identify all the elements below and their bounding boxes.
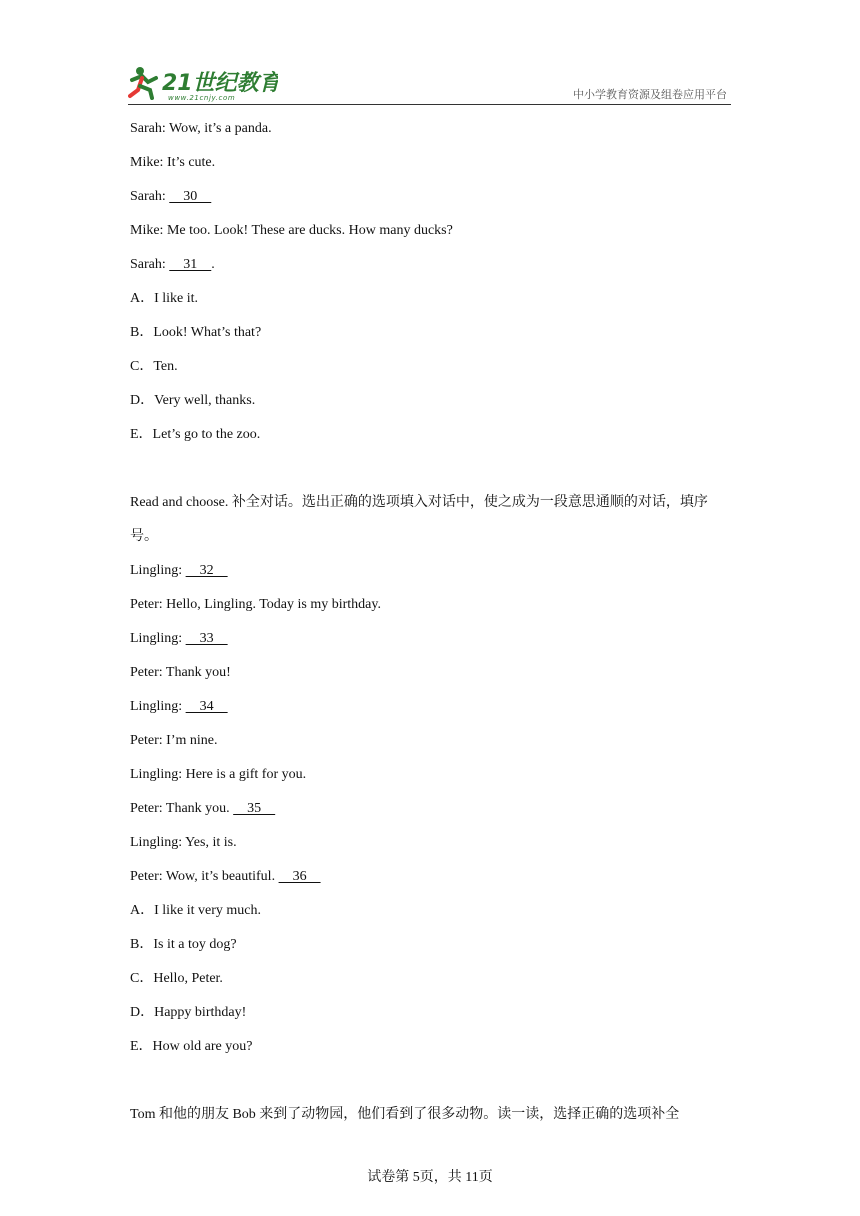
text-line (130, 214, 734, 248)
text-line (130, 996, 734, 1030)
text-line (130, 724, 734, 758)
line-text: Peter: Wow, it’s beautiful. (130, 869, 279, 884)
line-text: Mike: Me too. Look! These are ducks. How many ducks? (130, 223, 453, 238)
paragraph-gap (130, 1064, 734, 1098)
text-line (130, 1098, 734, 1132)
text-line (130, 112, 734, 146)
paragraph-gap (130, 452, 734, 486)
line-text: D．Happy birthday! (130, 1005, 247, 1020)
text-line (130, 758, 734, 792)
line-text: C．Ten. (130, 359, 178, 374)
line-text: C．Hello, Peter. (130, 971, 223, 986)
line-text: Peter: I’m nine. (130, 733, 218, 748)
dialogue-line-with-blank (130, 248, 734, 282)
line-text: Lingling: (130, 699, 186, 714)
text-line (130, 486, 734, 554)
line-text: Read and choose. 补全对话。选出正确的选项填入对话中，使之成为一段意思通顺的对话，填序号。 (130, 495, 708, 544)
line-text: Sarah: (130, 257, 170, 272)
answer-blank[interactable]: 30 (169, 189, 212, 204)
text-line (130, 962, 734, 996)
document-body (130, 112, 734, 1132)
text-line (130, 146, 734, 180)
line-text: Lingling: (130, 563, 186, 578)
line-punctuation: . (211, 257, 215, 272)
line-text: E．How old are you? (130, 1039, 253, 1054)
text-line (130, 350, 734, 384)
text-line (130, 418, 734, 452)
logo-tagline: www.21cnjy.com (168, 94, 236, 102)
answer-blank[interactable]: 32 (185, 563, 228, 578)
answer-blank[interactable]: 35 (233, 801, 276, 816)
line-text: A．I like it. (130, 291, 199, 306)
line-text: Tom 和他的朋友 Bob 来到了动物园，他们看到了很多动物。读一读，选择正确的选项补全 (130, 1107, 680, 1122)
text-line (130, 826, 734, 860)
line-text: D．Very well, thanks. (130, 393, 256, 408)
line-text: E．Let’s go to the zoo. (130, 427, 261, 442)
answer-blank[interactable]: 36 (278, 869, 321, 884)
header-platform-name: 中小学教育资源及组卷应用平台 (573, 88, 727, 101)
line-text: Peter: Hello, Lingling. Today is my birthday. (130, 597, 381, 612)
page-header (128, 58, 731, 105)
dialogue-line-with-blank (130, 622, 734, 656)
dialogue-line-with-blank (130, 792, 734, 826)
answer-blank[interactable]: 33 (185, 631, 228, 646)
dialogue-line-with-blank (130, 690, 734, 724)
answer-blank[interactable]: 34 (185, 699, 228, 714)
answer-blank[interactable]: 31 (169, 257, 212, 272)
text-line (130, 588, 734, 622)
line-text: Lingling: (130, 631, 186, 646)
line-text: Mike: It’s cute. (130, 155, 216, 170)
text-line (130, 384, 734, 418)
text-line (130, 316, 734, 350)
text-line (130, 894, 734, 928)
site-logo (128, 64, 278, 102)
text-line (130, 656, 734, 690)
dialogue-line-with-blank (130, 554, 734, 588)
line-text: A．I like it very much. (130, 903, 262, 918)
text-line (130, 1030, 734, 1064)
line-text: Sarah: (130, 189, 170, 204)
line-text: Sarah: Wow, it’s a panda. (130, 121, 272, 136)
line-text: Lingling: Yes, it is. (130, 835, 237, 850)
line-text: Peter: Thank you. (130, 801, 234, 816)
text-line (130, 282, 734, 316)
line-text: Lingling: Here is a gift for you. (130, 767, 307, 782)
logo-text: 21世纪教育 (162, 71, 278, 96)
page-footer: 试卷第 5页，共 11页 (367, 1170, 493, 1185)
line-text: Peter: Thank you! (130, 665, 231, 680)
dialogue-line-with-blank (130, 180, 734, 214)
line-text: B．Is it a toy dog? (130, 937, 237, 952)
text-line (130, 928, 734, 962)
line-text: B．Look! What’s that? (130, 325, 262, 340)
dialogue-line-with-blank (130, 860, 734, 894)
